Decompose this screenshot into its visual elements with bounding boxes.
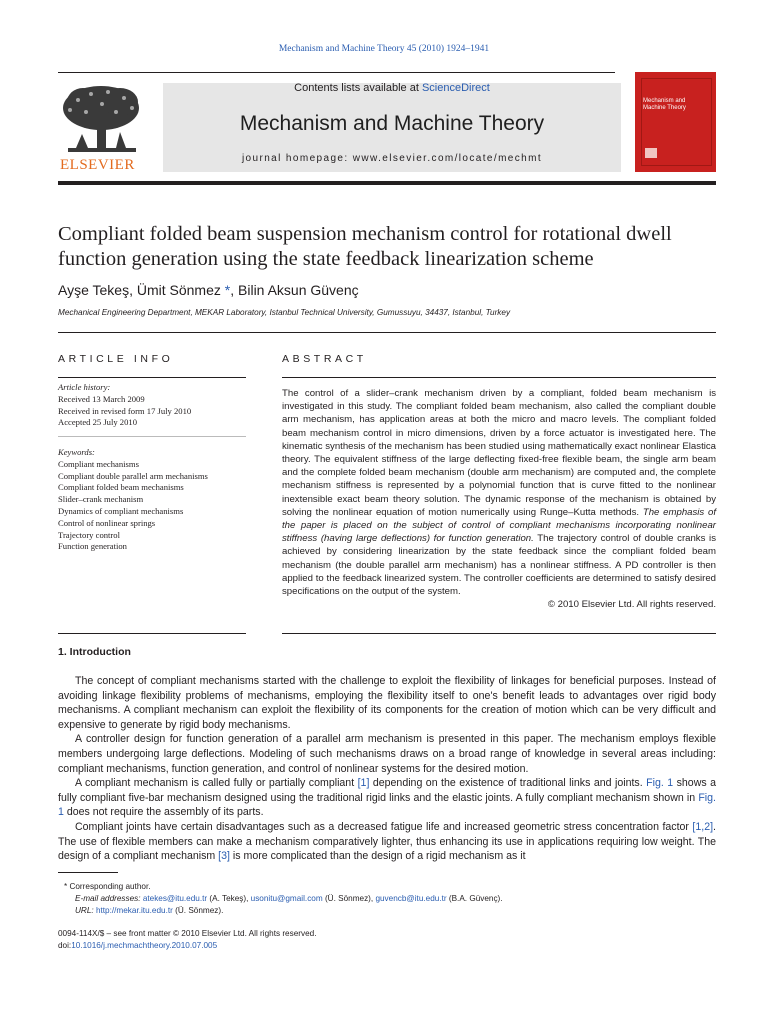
journal-citation[interactable]: Mechanism and Machine Theory 45 (2010) 1924–1941 xyxy=(278,44,490,54)
email-name: (B.A. Güvenç). xyxy=(446,894,503,903)
sciencedirect-link[interactable]: ScienceDirect xyxy=(421,82,490,94)
keyword-item: Control of nonlinear springs xyxy=(58,517,156,528)
keyword-item: Compliant mechanisms xyxy=(58,458,139,469)
article-info-rule-mid xyxy=(58,436,246,437)
journal-cover-thumbnail[interactable] xyxy=(635,72,716,172)
email-name: (A. Tekeş), xyxy=(207,894,251,903)
email-link[interactable]: atekes@itu.edu.tr xyxy=(142,894,208,903)
keyword-item: Compliant double parallel arm mechanisms xyxy=(58,470,208,481)
intro-paragraph-3 xyxy=(58,776,716,820)
keyword-item: Function generation xyxy=(58,541,127,552)
header-top-rule xyxy=(58,72,615,73)
doi-link[interactable]: 10.1016/j.mechmachtheory.2010.07.005 xyxy=(71,941,218,950)
url-label: URL: xyxy=(75,906,94,915)
intro-paragraph-4 xyxy=(58,820,716,864)
keyword-item: Compliant folded beam mechanisms xyxy=(58,482,184,493)
homepage-prefix: journal homepage: xyxy=(241,153,353,164)
elsevier-wordmark: ELSEVIER xyxy=(60,157,135,173)
email-link[interactable]: guvencb@itu.edu.tr xyxy=(375,894,447,903)
footnotes xyxy=(58,881,716,952)
abstract-rule-top xyxy=(282,377,716,378)
citation-link[interactable]: [3] xyxy=(218,850,230,863)
url-link[interactable]: http://mekar.itu.edu.tr xyxy=(95,906,173,915)
header-bottom-rule xyxy=(58,181,716,185)
abstract-rule-bottom xyxy=(282,633,716,634)
journal-homepage xyxy=(163,153,621,164)
p3-text: does not require the assembly of its parts. xyxy=(63,806,264,819)
p3-text: depending on the existence of traditional links and joints. xyxy=(369,777,647,790)
article-info-rule-bottom xyxy=(58,633,246,634)
contents-line xyxy=(163,82,621,94)
abstract-body xyxy=(282,387,716,611)
cover-title: Mechanism and Machine Theory xyxy=(643,98,686,111)
article-info-rule-top xyxy=(58,377,246,378)
author-list xyxy=(58,282,359,298)
p4-text: . The use of flexible members can make a mechanism comparatively lighter, thus enhancing its use in applications requiring low weight. The design of a compliant mechanism xyxy=(58,820,716,863)
citation-link[interactable]: [1,2] xyxy=(692,820,714,833)
history-accepted: Accepted 25 July 2010 xyxy=(58,417,137,428)
paper-title: Compliant folded beam suspension mechanism control for rotational dwell function generation using the state feedback linearization scheme xyxy=(58,223,672,270)
keyword-item: Slider–crank mechanism xyxy=(58,494,144,505)
footnote-rule xyxy=(58,872,118,873)
keyword-item: Dynamics of compliant mechanisms xyxy=(58,505,184,516)
abstract-text-emphasis: The emphasis of the paper is placed on the subject of control of compliant mechanisms incorporating nonlinear stiffness (having large deflections) for function generation. xyxy=(282,506,716,545)
article-info-heading: ARTICLE INFO xyxy=(58,353,174,365)
homepage-url[interactable]: www.elsevier.com/locate/mechmt xyxy=(352,153,543,164)
p4-text: Compliant joints have certain disadvantages such as a decreased fatigue life and increased geometric stress concentration factor xyxy=(75,820,693,833)
p3-text: A compliant mechanism is called fully or partially compliant xyxy=(75,777,358,790)
email-name: (Ü. Sönmez), xyxy=(322,894,376,903)
keywords-label: Keywords: xyxy=(58,447,95,457)
corresponding-author-note xyxy=(58,881,716,893)
abstract-heading: ABSTRACT xyxy=(282,353,367,365)
email-line xyxy=(58,893,716,905)
introduction-body xyxy=(58,674,716,864)
doi-line xyxy=(58,940,716,952)
figure-link[interactable]: Fig. 1 xyxy=(58,791,716,819)
corresponding-author-mark[interactable]: * xyxy=(224,282,231,298)
issn-line: 0094-114X/$ – see front matter © 2010 Elsevier Ltd. All rights reserved. xyxy=(58,929,317,938)
intro-paragraph-2: A controller design for function generation of a parallel arm mechanism is presented in this paper. The mechanism employs flexible members undergoing large deflections. Modeling of such mechanisms draws on a broad range of knowledge in several areas including: compliant mechanisms, function generation, and control of nonlinear systems for the desired motion. xyxy=(58,733,716,775)
intro-paragraph-1: The concept of compliant mechanisms started with the challenge to exploit the flexibility of linkages for beneficial purposes. Instead of avoiding linkage flexibility problems of mechanisms, employing the flexibility itself to one's benefit leads to advantages over rigid body mechanisms. A compliant mechanism can exploit the flexibility of its components for the creation of motion which can be very difficult and expensive to generate by rigid body mechanisms. xyxy=(58,675,716,731)
history-received: Received 13 March 2009 xyxy=(58,393,145,404)
authors-part1: Ayşe Tekeş, Ümit Sönmez xyxy=(58,282,225,298)
title-bottom-rule xyxy=(58,332,716,333)
keywords-block xyxy=(58,447,246,553)
email-link[interactable]: usonitu@gmail.com xyxy=(250,894,323,903)
url-line xyxy=(58,905,716,917)
footnote-mark: * xyxy=(64,882,68,891)
p4-text: is more complicated than the design of a rigid mechanism as it xyxy=(229,850,526,863)
affiliation: Mechanical Engineering Department, MEKAR Laboratory, Istanbul Technical University, Gumussuyu, 34437, Istanbul, Turkey xyxy=(58,308,511,317)
keyword-item: Trajectory control xyxy=(58,529,120,540)
contents-prefix: Contents lists available at xyxy=(294,82,422,94)
history-label: Article history: xyxy=(58,382,111,392)
corresponding-label: Corresponding author. xyxy=(69,882,151,891)
p3-text: shows a fully compliant five-bar mechanism designed using the traditional rigid links and the elastic joints. A fully compliant mechanism shown in xyxy=(58,777,717,804)
introduction-heading: 1. Introduction xyxy=(58,646,131,658)
authors-part2: , Bilin Aksun Güvenç xyxy=(230,282,359,298)
abstract-copyright: © 2010 Elsevier Ltd. All rights reserved. xyxy=(547,599,716,611)
abstract-text-a: The control of a slider–crank mechanism driven by a compliant, folded beam mechanism is investigated in this study. The compliant folded beam mechanism, also called the compliant double arm mechanism, has application areas at both the micro and macro levels. The compliant folded beam mechanism control in micro dimensions, driven by a force actuator is investigated here. The kinematic synthesis of the mechanism has been studied using mathematically exact nonlinear Elastica theory. The equivalent stiffness of the large deflecting fixed-free flexible beam, the single arm beam and the complete folded beam mechanism (double arm mechanism) are computed and, the complete mechanism stiffness is represented by a polynomial function that is curve fitted to the nonlinear inextensible exact beam theory solution. The dynamic response of the mechanism is obtained by solving the nonlinear equation of motion numerically using Runge–Kutta methods. xyxy=(282,388,716,518)
history-revised: Received in revised form 17 July 2010 xyxy=(58,405,192,416)
figure-link[interactable]: Fig. 1 xyxy=(646,777,674,790)
url-name: (Ü. Sönmez). xyxy=(172,906,224,915)
email-label: E-mail addresses: xyxy=(75,894,141,903)
abstract-text-b: The trajectory control of double cranks is achieved by considering linearization by the state feedback since the compliant folded beam mechanism (the double parallel arm mechanism) has a nonlinear stiffness. A PD controller is then applied to the feedback linearized system. The controller coefficients are determined to satisfy desired specifications on the output of the system. xyxy=(282,533,716,598)
article-history xyxy=(58,382,246,429)
doi-prefix: doi: xyxy=(58,941,72,950)
elsevier-tree-logo xyxy=(58,82,144,156)
journal-title: Mechanism and Machine Theory xyxy=(239,112,545,135)
citation-link[interactable]: [1] xyxy=(357,777,370,790)
